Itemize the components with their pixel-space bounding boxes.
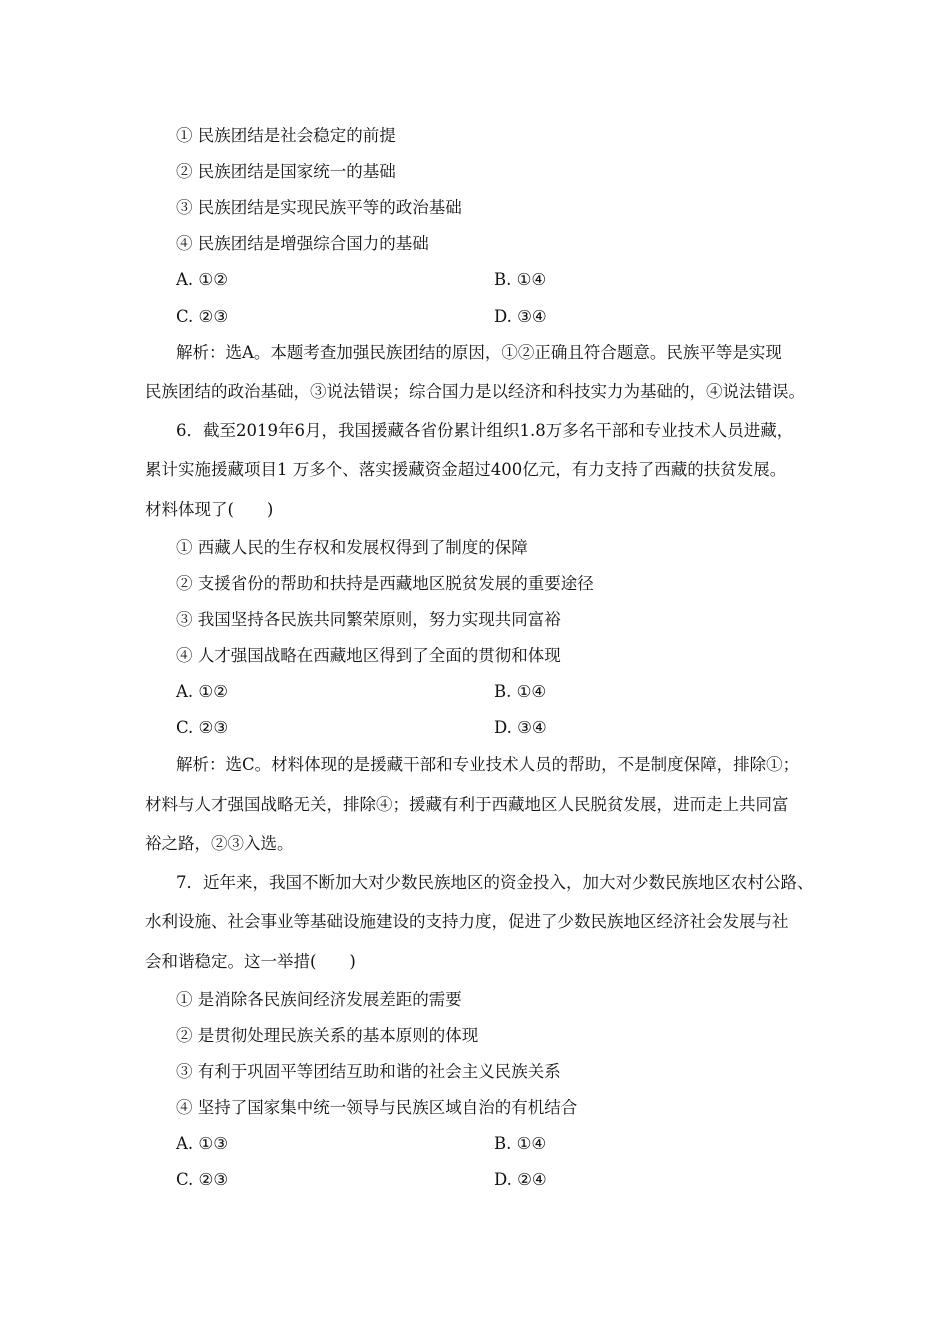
q6-stem-line-2: 累计实施援藏项目1 万多个、落实援藏资金超过400亿元，有力支持了西藏的扶贫发展。 bbox=[145, 460, 787, 479]
q6-option-c: C. ②③ bbox=[176, 718, 229, 737]
q5-statement-2: ② 民族团结是国家统一的基础 bbox=[176, 162, 396, 181]
q7-option-b: B. ①④ bbox=[494, 1134, 547, 1153]
q6-statement-4: ④ 人才强国战略在西藏地区得到了全面的贯彻和体现 bbox=[176, 646, 561, 665]
q6-statement-2: ② 支援省份的帮助和扶持是西藏地区脱贫发展的重要途径 bbox=[176, 574, 594, 593]
q7-statement-3: ③ 有利于巩固平等团结互助和谐的社会主义民族关系 bbox=[176, 1062, 561, 1081]
q7-stem-line-2: 水利设施、社会事业等基础设施建设的支持力度，促进了少数民族地区经济社会发展与社 bbox=[145, 912, 789, 931]
q5-statement-4: ④ 民族团结是增强综合国力的基础 bbox=[176, 234, 429, 253]
q5-option-a: A. ①② bbox=[176, 270, 228, 289]
q5-option-c: C. ②③ bbox=[176, 307, 229, 326]
q5-statement-1: ① 民族团结是社会稳定的前提 bbox=[176, 126, 396, 145]
q6-stem-line-1: 6．截至2019年6月，我国援藏各省份累计组织1.8万多名干部和专业技术人员进藏， bbox=[176, 421, 794, 440]
q6-stem-line-3: 材料体现了( ) bbox=[145, 500, 274, 519]
q7-statement-2: ② 是贯彻处理民族关系的基本原则的体现 bbox=[176, 1026, 479, 1045]
q7-option-a: A. ①③ bbox=[176, 1134, 228, 1153]
q6-statement-1: ① 西藏人民的生存权和发展权得到了制度的保障 bbox=[176, 538, 528, 557]
q6-option-d: D. ③④ bbox=[494, 718, 547, 737]
q6-analysis-line-2: 材料与人才强国战略无关，排除④；援藏有利于西藏地区人民脱贫发展，进而走上共同富 bbox=[145, 795, 789, 814]
q7-statement-1: ① 是消除各民族间经济发展差距的需要 bbox=[176, 990, 462, 1009]
q6-analysis-line-3: 裕之路，②③入选。 bbox=[145, 834, 294, 853]
q6-option-b: B. ①④ bbox=[494, 682, 547, 701]
q5-option-d: D. ③④ bbox=[494, 307, 547, 326]
q5-option-b: B. ①④ bbox=[494, 270, 547, 289]
q6-option-a: A. ①② bbox=[176, 682, 228, 701]
q7-stem-line-3: 会和谐稳定。这一举措( ) bbox=[145, 952, 356, 971]
q7-option-c: C. ②③ bbox=[176, 1170, 229, 1189]
q6-analysis-line-1: 解析：选C。材料体现的是援藏干部和专业技术人员的帮助，不是制度保障，排除①； bbox=[176, 755, 800, 774]
q7-statement-4: ④ 坚持了国家集中统一领导与民族区域自治的有机结合 bbox=[176, 1098, 578, 1117]
q5-analysis-line-1: 解析：选A。本题考查加强民族团结的原因，①②正确且符合题意。民族平等是实现 bbox=[176, 343, 782, 362]
q5-analysis-line-2: 民族团结的政治基础，③说法错误；综合国力是以经济和科技实力为基础的，④说法错误。 bbox=[145, 382, 805, 401]
q5-statement-3: ③ 民族团结是实现民族平等的政治基础 bbox=[176, 198, 462, 217]
q6-statement-3: ③ 我国坚持各民族共同繁荣原则，努力实现共同富裕 bbox=[176, 610, 561, 629]
q7-option-d: D. ②④ bbox=[494, 1170, 547, 1189]
q7-stem-line-1: 7．近年来，我国不断加大对少数民族地区的资金投入，加大对少数民族地区农村公路、 bbox=[176, 873, 814, 892]
